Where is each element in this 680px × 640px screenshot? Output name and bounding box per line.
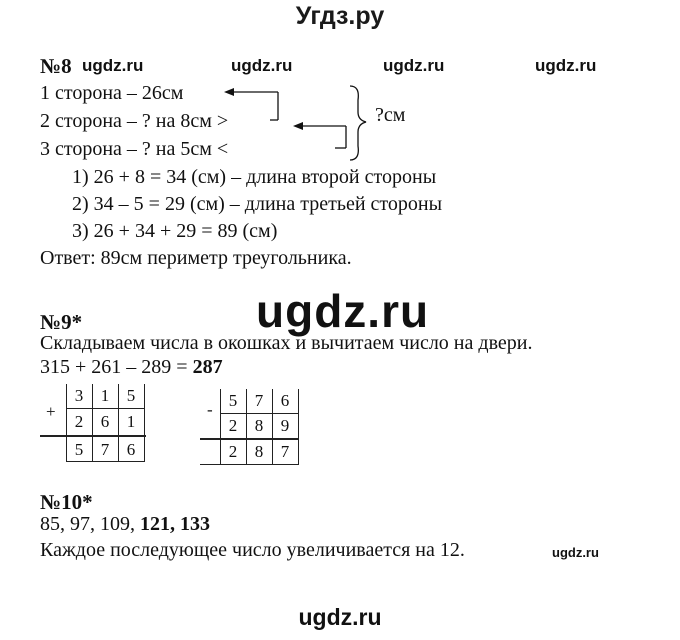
- footer-watermark: ugdz.ru: [298, 604, 382, 630]
- digit-cell: 6: [126, 440, 136, 459]
- digit-cell: 6: [280, 391, 290, 410]
- digit-cell: 1: [126, 412, 136, 431]
- watermark: ugdz.ru: [535, 56, 597, 75]
- watermark: ugdz.ru: [552, 545, 599, 560]
- task10-number: №10*: [40, 490, 93, 514]
- digit-cell: 2: [228, 416, 238, 435]
- digit-cell: 2: [228, 442, 238, 461]
- grid-line: [144, 384, 145, 462]
- grid-line: [200, 464, 298, 465]
- digit-cell: 6: [100, 412, 110, 431]
- digit-cell: 1: [100, 386, 110, 405]
- question-total: ?см: [375, 104, 406, 126]
- solution-step-3: 3) 26 + 34 + 29 = 89 (см): [72, 220, 278, 242]
- task9-text: Складываем числа в окошках и вычитаем число на двери.: [40, 332, 533, 354]
- digit-cell: 5: [74, 440, 84, 459]
- digit-cell: 7: [100, 440, 110, 459]
- watermark: ugdz.ru: [256, 285, 430, 337]
- task9-number: №9*: [40, 310, 83, 334]
- given-line-3: 3 сторона – ? на 5см <: [40, 138, 229, 160]
- grid-line: [66, 384, 67, 462]
- grid-line: [298, 389, 299, 465]
- task10-sequence: 85, 97, 109, 121, 133: [40, 513, 210, 535]
- digit-cell: 2: [74, 412, 84, 431]
- minus-sign: -: [207, 400, 213, 419]
- given-line-2: 2 сторона – ? на 8см >: [40, 110, 229, 132]
- task8-answer: Ответ: 89см периметр треугольника.: [40, 247, 352, 269]
- site-title: Угдз.ру: [295, 2, 385, 30]
- given-line-1: 1 сторона – 26см: [40, 82, 184, 104]
- solution-step-1: 1) 26 + 8 = 34 (см) – длина второй стороны: [72, 166, 437, 188]
- digit-cell: 7: [254, 391, 264, 410]
- digit-cell: 5: [228, 391, 238, 410]
- digit-cell: 9: [280, 416, 290, 435]
- grid-line: [66, 461, 144, 462]
- grid-line: [66, 408, 144, 409]
- watermark: ugdz.ru: [231, 56, 293, 75]
- difference-line: [200, 438, 298, 440]
- watermark: ugdz.ru: [383, 56, 445, 75]
- digit-cell: 3: [74, 386, 84, 405]
- task10-text: Каждое последующее число увеличивается на 12.: [40, 539, 465, 561]
- sum-line: [40, 435, 146, 437]
- grid-line: [220, 413, 298, 414]
- digit-cell: 7: [280, 442, 290, 461]
- digit-cell: 8: [254, 416, 264, 435]
- grid-line: [246, 389, 247, 465]
- grid-line: [220, 389, 221, 465]
- digit-cell: 8: [254, 442, 264, 461]
- digit-cell: 5: [126, 386, 136, 405]
- grid-line: [118, 384, 119, 462]
- grid-line: [92, 384, 93, 462]
- grid-line: [272, 389, 273, 465]
- solution-step-2: 2) 34 – 5 = 29 (см) – длина третьей стороны: [72, 193, 443, 215]
- task8-number: №8: [40, 54, 72, 78]
- task9-expression: 315 + 261 – 289 = 287: [40, 356, 223, 378]
- plus-sign: +: [46, 402, 56, 421]
- watermark: ugdz.ru: [82, 56, 144, 75]
